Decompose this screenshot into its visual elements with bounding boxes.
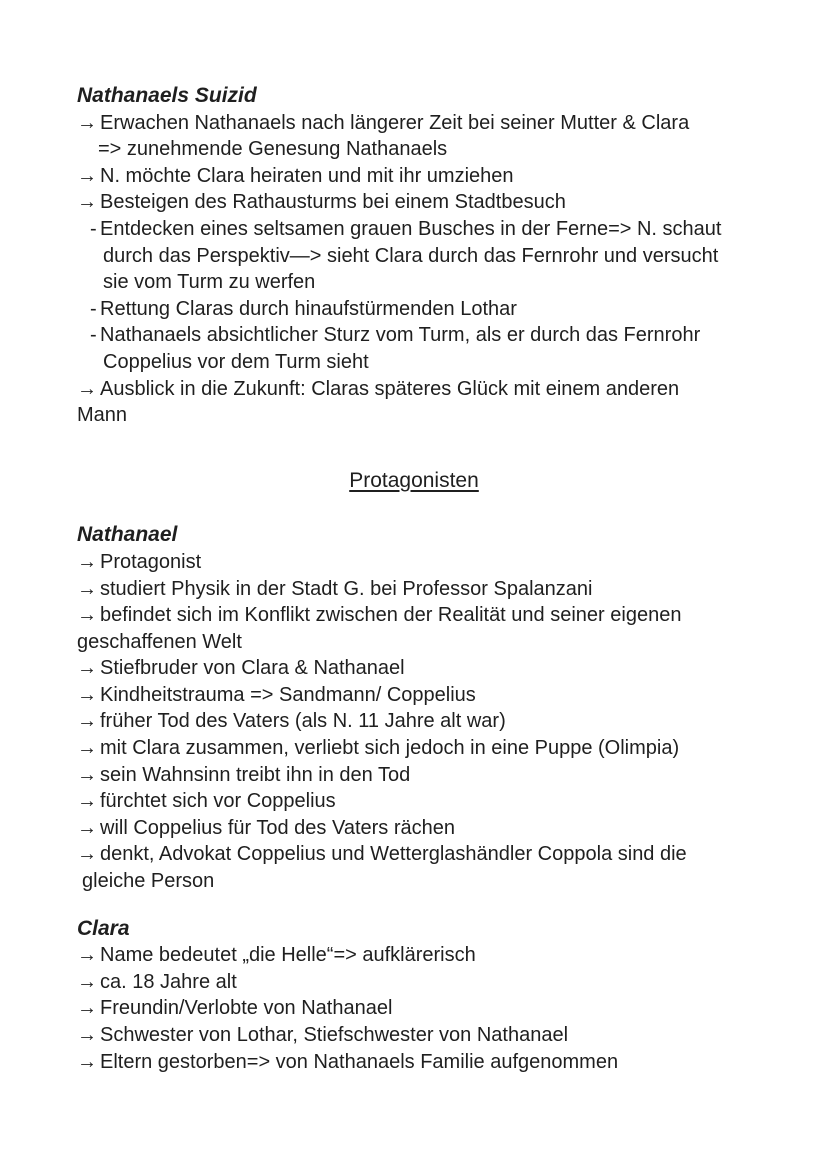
note-line-text: Erwachen Nathanaels nach längerer Zeit bei seiner Mutter & Clara bbox=[100, 111, 690, 134]
note-line bbox=[77, 762, 788, 789]
arrow-bullet-icon: → bbox=[77, 657, 97, 680]
note-line-text: denkt, Advokat Coppelius und Wetterglashändler Coppola sind die bbox=[100, 843, 687, 866]
arrow-bullet-icon: → bbox=[77, 843, 97, 866]
section-clara bbox=[77, 916, 788, 1076]
dash-bullet-icon: - bbox=[90, 324, 97, 347]
note-line bbox=[77, 269, 788, 296]
arrow-bullet-icon: → bbox=[77, 763, 97, 786]
arrow-bullet-icon: → bbox=[77, 790, 97, 813]
note-line bbox=[77, 110, 788, 137]
note-line bbox=[77, 969, 788, 996]
arrow-bullet-icon: → bbox=[77, 164, 97, 187]
note-line-text: geschaffenen Welt bbox=[77, 630, 242, 653]
note-line-text: Stiefbruder von Clara & Nathanael bbox=[100, 657, 405, 680]
arrow-bullet-icon: → bbox=[77, 970, 97, 993]
arrow-bullet-icon: → bbox=[77, 577, 97, 600]
note-line bbox=[77, 735, 788, 762]
note-line bbox=[77, 163, 788, 190]
arrow-bullet-icon: → bbox=[77, 944, 97, 967]
note-line bbox=[77, 1022, 788, 1049]
note-line-text: durch das Perspektiv—> sieht Clara durch das Fernrohr und versucht bbox=[103, 244, 719, 267]
note-line-text: Schwester von Lothar, Stiefschwester von Nathanael bbox=[100, 1024, 569, 1046]
arrow-bullet-icon: → bbox=[77, 816, 97, 839]
note-line bbox=[77, 629, 788, 656]
note-line bbox=[77, 655, 788, 682]
note-line-text: befindet sich im Konflikt zwischen der Realität und seiner eigenen bbox=[100, 604, 682, 627]
note-line-text: Kindheitstrauma => Sandmann/ Coppelius bbox=[100, 683, 476, 706]
note-line bbox=[77, 576, 788, 603]
page-title-protagonisten: Protagonisten bbox=[349, 468, 479, 492]
note-line-text: Coppelius vor dem Turm sieht bbox=[103, 350, 369, 373]
note-line-text: fürchtet sich vor Coppelius bbox=[100, 790, 336, 813]
note-line-text: Freundin/Verlobte von Nathanael bbox=[100, 997, 393, 1020]
note-line-text: gleiche Person bbox=[82, 870, 215, 893]
arrow-bullet-icon: → bbox=[77, 191, 97, 214]
note-line-text: früher Tod des Vaters (als N. 11 Jahre alt war) bbox=[100, 710, 506, 733]
note-line-text: Ausblick in die Zukunft: Claras späteres Glück mit einem anderen bbox=[100, 377, 680, 400]
arrow-bullet-icon: → bbox=[77, 111, 97, 134]
arrow-bullet-icon: → bbox=[77, 550, 97, 573]
arrow-bullet-icon: → bbox=[77, 710, 97, 733]
note-line-text: N. möchte Clara heiraten und mit ihr umziehen bbox=[100, 164, 514, 187]
arrow-bullet-icon: → bbox=[77, 1050, 97, 1073]
section-nathanaels-suizid bbox=[77, 83, 788, 429]
section-heading-nathanael: Nathanael bbox=[77, 523, 178, 547]
note-line-text: mit Clara zusammen, verliebt sich jedoch in eine Puppe (Olimpia) bbox=[100, 737, 680, 760]
note-line-text: sie vom Turm zu werfen bbox=[103, 271, 316, 294]
arrow-bullet-icon: → bbox=[77, 683, 97, 706]
note-line bbox=[77, 322, 788, 349]
arrow-bullet-icon: → bbox=[77, 997, 97, 1020]
note-line-text: Nathanaels absichtlicher Sturz vom Turm, als er durch das Fernrohr bbox=[100, 324, 701, 347]
note-line bbox=[77, 708, 788, 735]
section-nathanael bbox=[77, 522, 788, 894]
note-line-text: Eltern gestorben=> von Nathanaels Familie aufgenommen bbox=[100, 1050, 619, 1073]
note-line bbox=[77, 788, 788, 815]
note-line-text: => zunehmende Genesung Nathanaels bbox=[98, 138, 448, 161]
note-line bbox=[77, 136, 788, 163]
note-line bbox=[77, 815, 788, 842]
note-line bbox=[77, 349, 788, 376]
dash-bullet-icon: - bbox=[90, 217, 97, 240]
note-line-text: studiert Physik in der Stadt G. bei Professor Spalanzani bbox=[100, 577, 593, 600]
note-line bbox=[77, 243, 788, 270]
note-line bbox=[77, 376, 788, 403]
arrow-bullet-icon: → bbox=[77, 737, 97, 760]
note-line bbox=[77, 942, 788, 969]
note-line bbox=[77, 189, 788, 216]
note-line-text: Mann bbox=[77, 404, 128, 427]
arrow-bullet-icon: → bbox=[77, 377, 97, 400]
note-line-text: Besteigen des Rathausturms bei einem Stadtbesuch bbox=[100, 191, 566, 214]
note-line bbox=[77, 995, 788, 1022]
note-line bbox=[77, 602, 788, 629]
note-line-text: ca. 18 Jahre alt bbox=[100, 970, 237, 993]
note-line bbox=[77, 841, 788, 868]
center-heading-wrap bbox=[0, 468, 828, 495]
note-line bbox=[77, 1049, 788, 1076]
note-line-text: Entdecken eines seltsamen grauen Busches in der Ferne=> N. schaut bbox=[100, 217, 722, 240]
note-line bbox=[77, 549, 788, 576]
section-protagonisten bbox=[77, 468, 788, 495]
section-heading-clara: Clara bbox=[77, 916, 130, 940]
arrow-bullet-icon: → bbox=[77, 1024, 97, 1046]
note-line bbox=[77, 216, 788, 243]
note-line-text: will Coppelius für Tod des Vaters rächen bbox=[100, 816, 455, 839]
note-line bbox=[77, 682, 788, 709]
arrow-bullet-icon: → bbox=[77, 604, 97, 627]
note-line bbox=[77, 402, 788, 429]
note-line-text: Protagonist bbox=[100, 550, 202, 573]
section-heading-nathanaels-suizid: Nathanaels Suizid bbox=[77, 84, 257, 107]
note-line bbox=[77, 296, 788, 323]
note-line-text: sein Wahnsinn treibt ihn in den Tod bbox=[100, 763, 411, 786]
dash-bullet-icon: - bbox=[90, 297, 97, 320]
note-line-text: Name bedeutet „die Helle“=> aufklärerisch bbox=[100, 944, 476, 967]
note-line bbox=[77, 868, 788, 895]
note-line-text: Rettung Claras durch hinaufstürmenden Lothar bbox=[100, 297, 517, 320]
